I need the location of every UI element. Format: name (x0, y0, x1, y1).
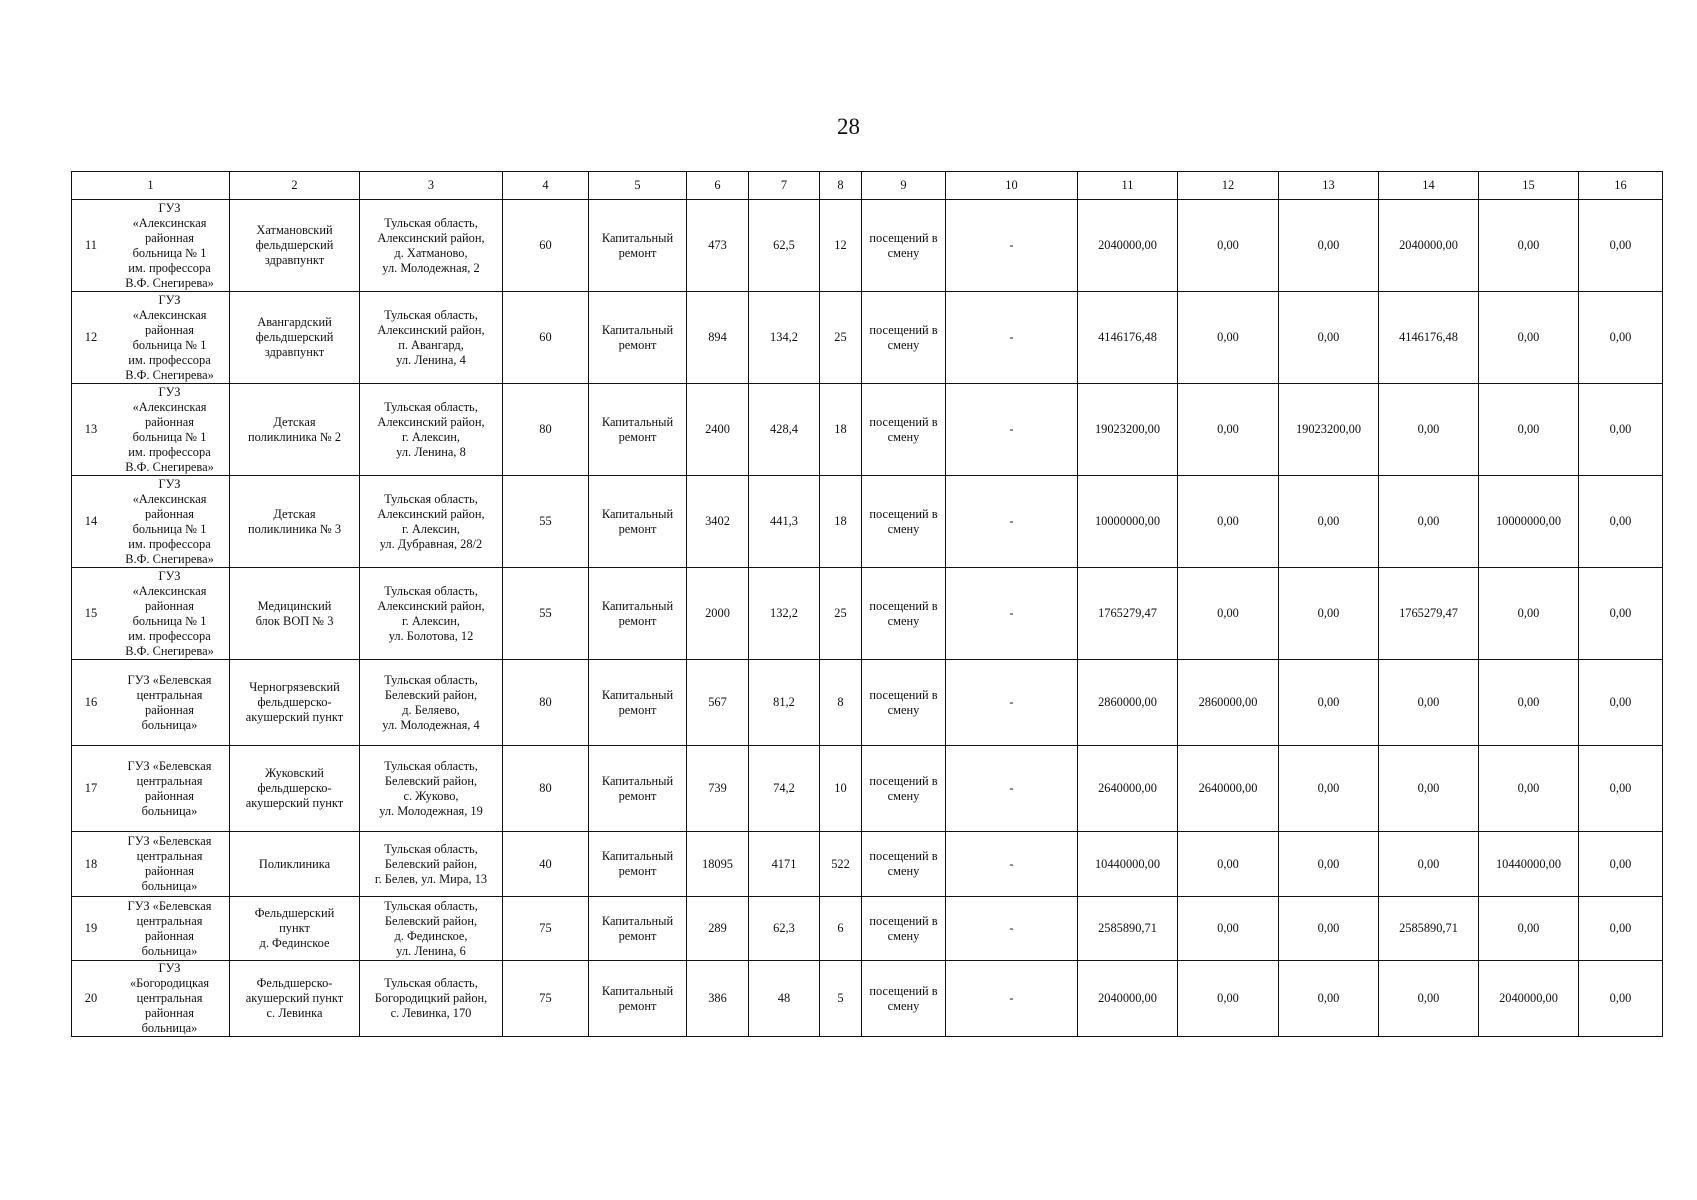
index-org-cell (72, 746, 230, 832)
col14-cell: 2585890,71 (1379, 897, 1479, 961)
object-name-cell: Хатмановский фельдшерский здравпункт (230, 200, 360, 292)
organization-name: ГУЗ «Белевская центральная районная больница» (127, 834, 212, 893)
index-org-cell (72, 292, 230, 384)
object-name-cell: Медицинский блок ВОП № 3 (230, 568, 360, 660)
col16-cell: 0,00 (1579, 961, 1663, 1037)
address-cell: Тульская область, Белевский район, д. Фединское, ул. Ленина, 6 (360, 897, 503, 961)
col14-cell: 0,00 (1379, 476, 1479, 568)
row-number: 20 (84, 991, 98, 1005)
unit-cell: посещений в смену (862, 660, 946, 746)
col14-cell: 0,00 (1379, 384, 1479, 476)
row-number: 13 (84, 422, 98, 436)
volume-cell: 134,2 (749, 292, 820, 384)
index-org-cell (72, 961, 230, 1037)
unit-cell: посещений в смену (862, 832, 946, 897)
address-cell: Тульская область, Белевский район, д. Беляево, ул. Молодежная, 4 (360, 660, 503, 746)
col14-cell: 0,00 (1379, 746, 1479, 832)
data-table (71, 171, 1663, 1037)
row-number: 14 (84, 514, 98, 528)
volume-cell: 74,2 (749, 746, 820, 832)
object-name-cell: Фельдшерско- акушерский пункт с. Левинка (230, 961, 360, 1037)
object-name-cell: Авангардский фельдшерский здравпункт (230, 292, 360, 384)
col15-cell: 0,00 (1479, 746, 1579, 832)
col16-cell: 0,00 (1579, 568, 1663, 660)
capacity-cell: 55 (503, 568, 589, 660)
capacity-cell: 75 (503, 897, 589, 961)
organization-name: ГУЗ «Алексинская районная больница № 1 им. профессора В.Ф. Снегирева» (125, 200, 214, 290)
col10-cell: - (946, 660, 1078, 746)
visits-count-cell: 25 (820, 568, 862, 660)
unit-cell: посещений в смену (862, 292, 946, 384)
volume-cell: 81,2 (749, 660, 820, 746)
volume-cell: 62,3 (749, 897, 820, 961)
col12-cell: 2860000,00 (1178, 660, 1279, 746)
column-header: 7 (749, 172, 820, 200)
col15-cell: 0,00 (1479, 384, 1579, 476)
row-number: 16 (84, 695, 98, 709)
column-header: 5 (589, 172, 687, 200)
col13-cell: 0,00 (1279, 961, 1379, 1037)
volume-cell: 48 (749, 961, 820, 1037)
row-number: 15 (84, 606, 98, 620)
col14-cell: 0,00 (1379, 660, 1479, 746)
column-header: 15 (1479, 172, 1579, 200)
volume-cell: 132,2 (749, 568, 820, 660)
col13-cell: 0,00 (1279, 832, 1379, 897)
column-header: 6 (687, 172, 749, 200)
visits-count-cell: 522 (820, 832, 862, 897)
col10-cell: - (946, 746, 1078, 832)
area-cell: 473 (687, 200, 749, 292)
row-number: 12 (84, 330, 98, 344)
table-row (72, 961, 1663, 1037)
object-name-cell: Жуковский фельдшерско- акушерский пункт (230, 746, 360, 832)
table-row (72, 384, 1663, 476)
col10-cell: - (946, 897, 1078, 961)
table-row (72, 200, 1663, 292)
object-name-cell: Поликлиника (230, 832, 360, 897)
table-row (72, 568, 1663, 660)
index-org-cell (72, 897, 230, 961)
col16-cell: 0,00 (1579, 476, 1663, 568)
col12-cell: 0,00 (1178, 384, 1279, 476)
total-cell: 2640000,00 (1078, 746, 1178, 832)
total-cell: 2585890,71 (1078, 897, 1178, 961)
work-type-cell: Капитальный ремонт (589, 746, 687, 832)
organization-name: ГУЗ «Белевская центральная районная больница» (127, 898, 212, 958)
visits-count-cell: 18 (820, 384, 862, 476)
col10-cell: - (946, 476, 1078, 568)
total-cell: 1765279,47 (1078, 568, 1178, 660)
unit-cell: посещений в смену (862, 746, 946, 832)
address-cell: Тульская область, Алексинский район, г. Алексин, ул. Болотова, 12 (360, 568, 503, 660)
capacity-cell: 55 (503, 476, 589, 568)
col12-cell: 2640000,00 (1178, 746, 1279, 832)
index-org-cell (72, 832, 230, 897)
total-cell: 4146176,48 (1078, 292, 1178, 384)
col12-cell: 0,00 (1178, 200, 1279, 292)
area-cell: 18095 (687, 832, 749, 897)
col13-cell: 0,00 (1279, 568, 1379, 660)
area-cell: 2400 (687, 384, 749, 476)
visits-count-cell: 6 (820, 897, 862, 961)
organization-name: ГУЗ «Белевская центральная районная больница» (127, 672, 212, 732)
address-cell: Тульская область, Богородицкий район, с. Левинка, 170 (360, 961, 503, 1037)
column-header: 13 (1279, 172, 1379, 200)
visits-count-cell: 10 (820, 746, 862, 832)
area-cell: 3402 (687, 476, 749, 568)
col10-cell: - (946, 384, 1078, 476)
col15-cell: 0,00 (1479, 660, 1579, 746)
total-cell: 2040000,00 (1078, 961, 1178, 1037)
area-cell: 894 (687, 292, 749, 384)
col14-cell: 0,00 (1379, 961, 1479, 1037)
column-header: 9 (862, 172, 946, 200)
unit-cell: посещений в смену (862, 568, 946, 660)
index-org-cell (72, 660, 230, 746)
volume-cell: 441,3 (749, 476, 820, 568)
unit-cell: посещений в смену (862, 384, 946, 476)
work-type-cell: Капитальный ремонт (589, 200, 687, 292)
col13-cell: 0,00 (1279, 292, 1379, 384)
col12-cell: 0,00 (1178, 961, 1279, 1037)
organization-name: ГУЗ «Алексинская районная больница № 1 им. профессора В.Ф. Снегирева» (125, 292, 214, 382)
organization-name: ГУЗ «Алексинская районная больница № 1 им. профессора В.Ф. Снегирева» (125, 568, 214, 658)
index-org-cell (72, 476, 230, 568)
table-row (72, 832, 1663, 897)
col13-cell: 19023200,00 (1279, 384, 1379, 476)
col15-cell: 0,00 (1479, 200, 1579, 292)
col13-cell: 0,00 (1279, 660, 1379, 746)
col15-cell: 0,00 (1479, 897, 1579, 961)
organization-name: ГУЗ «Богородицкая центральная районная больница» (129, 961, 210, 1035)
column-header: 10 (946, 172, 1078, 200)
index-org-cell (72, 568, 230, 660)
work-type-cell: Капитальный ремонт (589, 568, 687, 660)
col15-cell: 10000000,00 (1479, 476, 1579, 568)
address-cell: Тульская область, Алексинский район, г. Алексин, ул. Дубравная, 28/2 (360, 476, 503, 568)
table-row (72, 292, 1663, 384)
col14-cell: 0,00 (1379, 832, 1479, 897)
col16-cell: 0,00 (1579, 746, 1663, 832)
capacity-cell: 75 (503, 961, 589, 1037)
visits-count-cell: 5 (820, 961, 862, 1037)
object-name-cell: Детская поликлиника № 3 (230, 476, 360, 568)
work-type-cell: Капитальный ремонт (589, 476, 687, 568)
index-org-cell (72, 200, 230, 292)
column-header: 14 (1379, 172, 1479, 200)
area-cell: 386 (687, 961, 749, 1037)
index-org-cell (72, 384, 230, 476)
capacity-cell: 80 (503, 384, 589, 476)
address-cell: Тульская область, Белевский район, с. Жуково, ул. Молодежная, 19 (360, 746, 503, 832)
col14-cell: 2040000,00 (1379, 200, 1479, 292)
column-header: 11 (1078, 172, 1178, 200)
col14-cell: 4146176,48 (1379, 292, 1479, 384)
table-body (72, 200, 1663, 1037)
work-type-cell: Капитальный ремонт (589, 292, 687, 384)
col16-cell: 0,00 (1579, 897, 1663, 961)
col13-cell: 0,00 (1279, 746, 1379, 832)
object-name-cell: Детская поликлиника № 2 (230, 384, 360, 476)
volume-cell: 62,5 (749, 200, 820, 292)
work-type-cell: Капитальный ремонт (589, 897, 687, 961)
table-row (72, 476, 1663, 568)
col13-cell: 0,00 (1279, 897, 1379, 961)
col12-cell: 0,00 (1178, 476, 1279, 568)
work-type-cell: Капитальный ремонт (589, 384, 687, 476)
row-number: 17 (84, 781, 98, 795)
col16-cell: 0,00 (1579, 200, 1663, 292)
volume-cell: 428,4 (749, 384, 820, 476)
capacity-cell: 80 (503, 660, 589, 746)
address-cell: Тульская область, Алексинский район, г. Алексин, ул. Ленина, 8 (360, 384, 503, 476)
work-type-cell: Капитальный ремонт (589, 832, 687, 897)
capacity-cell: 80 (503, 746, 589, 832)
col12-cell: 0,00 (1178, 568, 1279, 660)
total-cell: 19023200,00 (1078, 384, 1178, 476)
area-cell: 739 (687, 746, 749, 832)
organization-name: ГУЗ «Алексинская районная больница № 1 им. профессора В.Ф. Снегирева» (125, 384, 214, 474)
row-number: 19 (84, 921, 98, 935)
organization-name: ГУЗ «Алексинская районная больница № 1 им. профессора В.Ф. Снегирева» (125, 476, 214, 566)
address-cell: Тульская область, Алексинский район, д. Хатманово, ул. Молодежная, 2 (360, 200, 503, 292)
col10-cell: - (946, 961, 1078, 1037)
unit-cell: посещений в смену (862, 961, 946, 1037)
col12-cell: 0,00 (1178, 897, 1279, 961)
total-cell: 2040000,00 (1078, 200, 1178, 292)
table-row (72, 897, 1663, 961)
work-type-cell: Капитальный ремонт (589, 961, 687, 1037)
work-type-cell: Капитальный ремонт (589, 660, 687, 746)
col10-cell: - (946, 200, 1078, 292)
capacity-cell: 60 (503, 200, 589, 292)
total-cell: 10440000,00 (1078, 832, 1178, 897)
col16-cell: 0,00 (1579, 384, 1663, 476)
col13-cell: 0,00 (1279, 200, 1379, 292)
unit-cell: посещений в смену (862, 200, 946, 292)
address-cell: Тульская область, Белевский район, г. Белев, ул. Мира, 13 (360, 832, 503, 897)
col10-cell: - (946, 832, 1078, 897)
col12-cell: 0,00 (1178, 832, 1279, 897)
row-number: 18 (84, 856, 98, 871)
col10-cell: - (946, 292, 1078, 384)
unit-cell: посещений в смену (862, 897, 946, 961)
col14-cell: 1765279,47 (1379, 568, 1479, 660)
visits-count-cell: 8 (820, 660, 862, 746)
table-row (72, 746, 1663, 832)
visits-count-cell: 25 (820, 292, 862, 384)
area-cell: 567 (687, 660, 749, 746)
volume-cell: 4171 (749, 832, 820, 897)
col15-cell: 0,00 (1479, 292, 1579, 384)
column-header: 12 (1178, 172, 1279, 200)
col16-cell: 0,00 (1579, 832, 1663, 897)
col15-cell: 0,00 (1479, 568, 1579, 660)
column-header: 8 (820, 172, 862, 200)
address-cell: Тульская область, Алексинский район, п. Авангард, ул. Ленина, 4 (360, 292, 503, 384)
row-number: 11 (85, 238, 97, 252)
col16-cell: 0,00 (1579, 292, 1663, 384)
header-row (72, 172, 1663, 200)
area-cell: 2000 (687, 568, 749, 660)
object-name-cell: Фельдшерский пункт д. Фединское (230, 897, 360, 961)
col16-cell: 0,00 (1579, 660, 1663, 746)
unit-cell: посещений в смену (862, 476, 946, 568)
object-name-cell: Черногрязевский фельдшерско- акушерский пункт (230, 660, 360, 746)
total-cell: 10000000,00 (1078, 476, 1178, 568)
column-header: 3 (360, 172, 503, 200)
col15-cell: 2040000,00 (1479, 961, 1579, 1037)
visits-count-cell: 12 (820, 200, 862, 292)
column-header: 16 (1579, 172, 1663, 200)
col10-cell: - (946, 568, 1078, 660)
visits-count-cell: 18 (820, 476, 862, 568)
table-row (72, 660, 1663, 746)
page-number: 28 (837, 114, 860, 139)
col13-cell: 0,00 (1279, 476, 1379, 568)
col12-cell: 0,00 (1178, 292, 1279, 384)
column-header: 2 (230, 172, 360, 200)
col15-cell: 10440000,00 (1479, 832, 1579, 897)
column-header: 1 (72, 172, 230, 200)
area-cell: 289 (687, 897, 749, 961)
organization-name: ГУЗ «Белевская центральная районная больница» (127, 758, 212, 818)
capacity-cell: 60 (503, 292, 589, 384)
capacity-cell: 40 (503, 832, 589, 897)
column-header: 4 (503, 172, 589, 200)
total-cell: 2860000,00 (1078, 660, 1178, 746)
